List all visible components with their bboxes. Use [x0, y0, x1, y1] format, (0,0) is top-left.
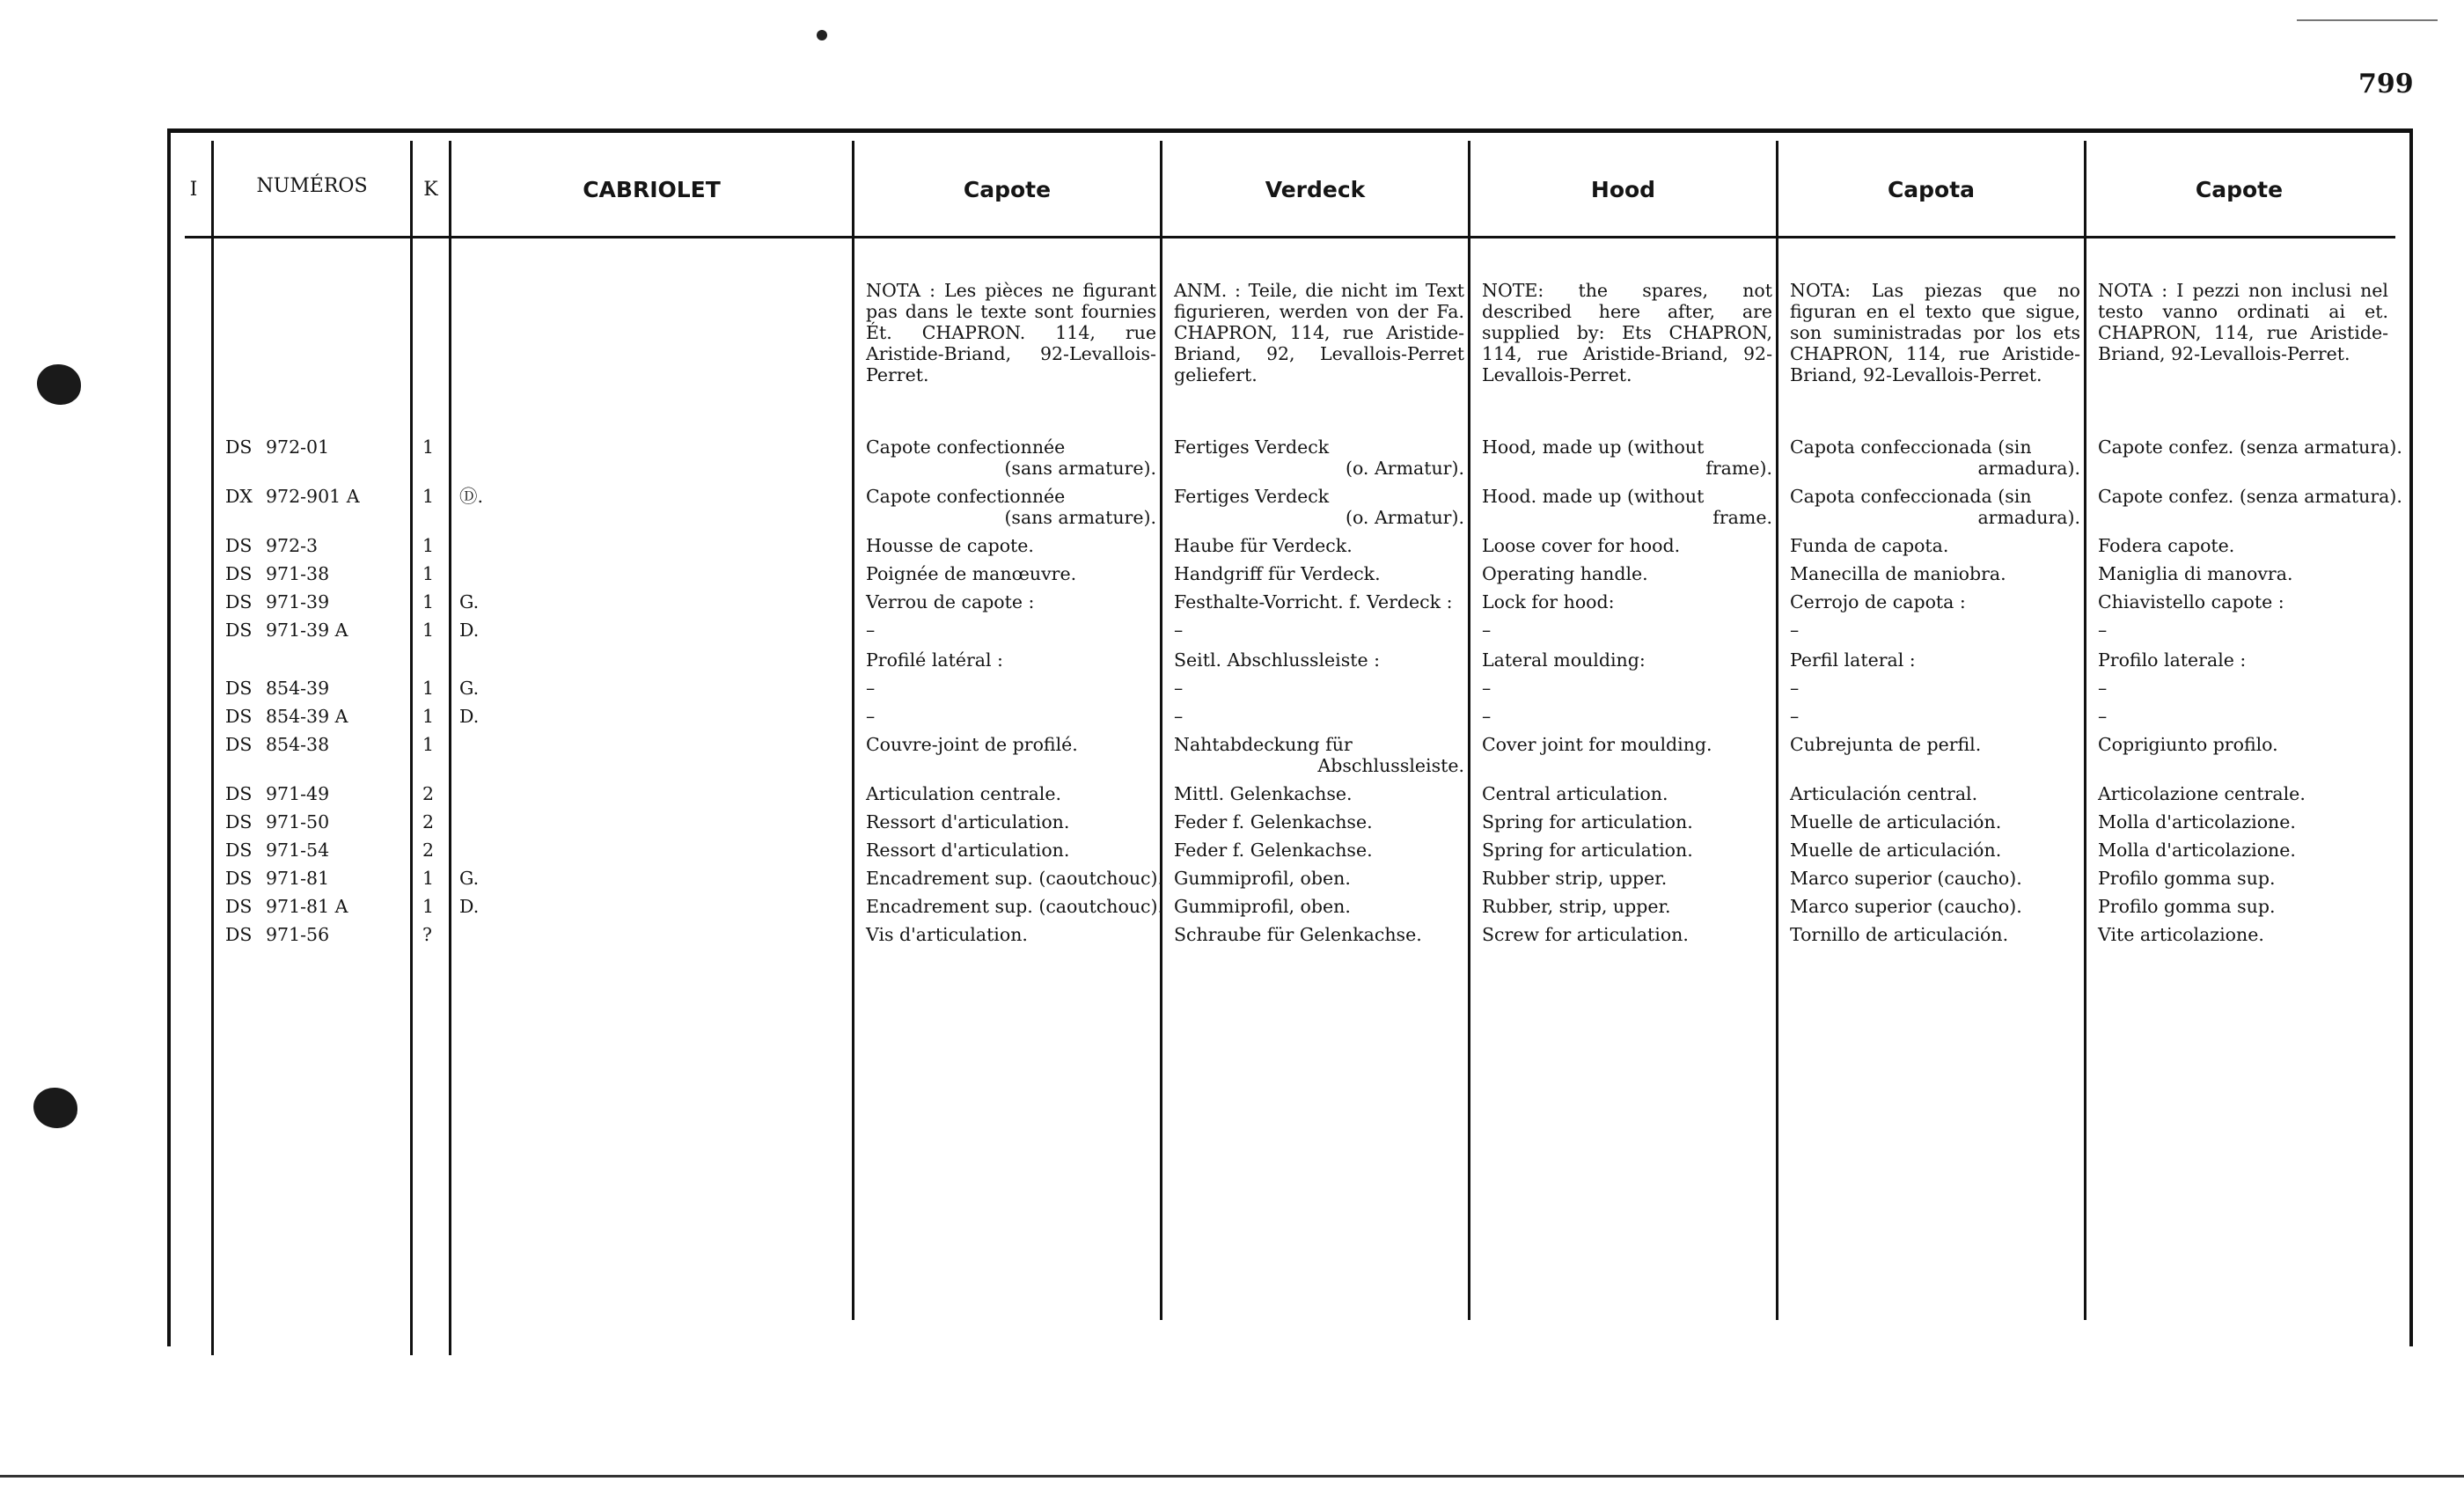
part-number: 971-81 A [266, 896, 348, 917]
col-line-4 [852, 141, 854, 1320]
part-number: 971-81 [266, 868, 330, 889]
part-prefix: DS [225, 706, 253, 727]
desc-english: Hood, made up (without [1482, 436, 1705, 458]
desc-german: Gummiprofil, oben. [1174, 896, 1351, 917]
desc-french: – [866, 620, 876, 641]
desc-english: Loose cover for hood. [1482, 535, 1681, 556]
desc-french: Articulation centrale. [866, 783, 1061, 804]
part-number: 971-39 A [266, 620, 348, 641]
desc-french: – [866, 706, 876, 727]
header-i: I [189, 178, 198, 201]
desc-spanish: – [1790, 706, 1800, 727]
desc-french: Verrou de capote : [866, 591, 1035, 612]
quantity: 1 [422, 591, 435, 612]
desc-german: – [1174, 678, 1184, 699]
quantity: ? [422, 924, 432, 945]
part-number: 854-39 A [266, 706, 348, 727]
quantity: 1 [422, 678, 435, 699]
desc-german: Feder f. Gelenkachse. [1174, 840, 1373, 861]
variant-marker: G. [459, 868, 480, 889]
desc-spanish: Cerrojo de capota : [1790, 591, 1966, 612]
desc-french: Vis d'articulation. [866, 924, 1028, 945]
quantity: 1 [422, 734, 435, 755]
desc-spanish: Capota confeccionada (sin [1790, 486, 2032, 507]
desc-english: Rubber strip, upper. [1482, 868, 1668, 889]
part-prefix: DS [225, 811, 253, 832]
quantity: 1 [422, 896, 435, 917]
desc-german: Haube für Verdeck. [1174, 535, 1353, 556]
desc-english: Lateral moulding: [1482, 649, 1646, 671]
desc-english: Hood. made up (without [1482, 486, 1705, 507]
desc-italian: – [2098, 678, 2108, 699]
desc-french: – [866, 678, 876, 699]
part-prefix: DS [225, 924, 253, 945]
desc-german: Nahtabdeckung für [1174, 734, 1353, 755]
desc-spanish: Perfil lateral : [1790, 649, 1916, 671]
note-english: NOTE: the spares, not described here after, are supplied by: Ets CHAPRON, 114, rue Aristide-Briand, 92-Levallois-Perret. [1482, 280, 1772, 385]
header-english: Hood [1590, 176, 1656, 202]
desc-french-cont: (sans armature). [1004, 458, 1156, 479]
header-model: CABRIOLET [583, 176, 721, 202]
part-number: 971-50 [266, 811, 330, 832]
desc-spanish-cont: armadura). [1977, 458, 2080, 479]
desc-italian: Capote confez. (senza armatura). [2098, 486, 2402, 507]
desc-english: – [1482, 678, 1492, 699]
variant-marker: D. [459, 896, 480, 917]
variant-marker: Ⓓ. [459, 486, 484, 507]
desc-french: Ressort d'articulation. [866, 840, 1070, 861]
header-separator [185, 236, 2395, 238]
part-prefix: DS [225, 840, 253, 861]
col-line-6 [1468, 141, 1470, 1320]
desc-spanish: Tornillo de articulación. [1790, 924, 2009, 945]
quantity: 2 [422, 840, 435, 861]
desc-italian: – [2098, 706, 2108, 727]
desc-german: Handgriff für Verdeck. [1174, 563, 1381, 584]
desc-german: Schraube für Gelenkachse. [1174, 924, 1422, 945]
desc-italian: Profilo gomma sup. [2098, 896, 2276, 917]
desc-french: Poignée de manœuvre. [866, 563, 1077, 584]
col-line-3 [449, 141, 451, 1355]
variant-marker: D. [459, 620, 480, 641]
desc-french: Capote confectionnée [866, 436, 1066, 458]
quantity: 1 [422, 436, 435, 458]
col-line-7 [1776, 141, 1778, 1320]
part-number: 972-3 [266, 535, 319, 556]
desc-german: – [1174, 620, 1184, 641]
quantity: 1 [422, 486, 435, 507]
quantity: 1 [422, 620, 435, 641]
desc-italian: – [2098, 620, 2108, 641]
header-spanish: Capota [1887, 176, 1976, 202]
header-numeros: NUMÉROS [256, 174, 368, 197]
quantity: 2 [422, 811, 435, 832]
desc-german: Seitl. Abschlussleiste : [1174, 649, 1381, 671]
desc-german: Fertiges Verdeck [1174, 486, 1330, 507]
note-spanish: NOTA: Las piezas que no figuran en el texto que sigue, son suministradas por los ets CHAPRON, 114, rue Aristide-Briand, 92-Levallois-Perret. [1790, 280, 2080, 385]
desc-english: Central articulation. [1482, 783, 1668, 804]
part-number: 971-38 [266, 563, 330, 584]
desc-spanish: Muelle de articulación. [1790, 811, 2002, 832]
desc-english-cont: frame). [1705, 458, 1772, 479]
part-number: 972-01 [266, 436, 330, 458]
desc-italian: Molla d'articolazione. [2098, 840, 2296, 861]
part-number: 854-38 [266, 734, 330, 755]
punch-hole-top [37, 364, 81, 405]
note-french: NOTA : Les pièces ne figurant pas dans le texte sont fournies Ét. CHAPRON. 114, rue Aristide-Briand, 92-Levallois-Perret. [866, 280, 1156, 385]
desc-french: Capote confectionnée [866, 486, 1066, 507]
desc-english: Lock for hood: [1482, 591, 1615, 612]
quantity: 1 [422, 706, 435, 727]
part-prefix: DS [225, 783, 253, 804]
desc-spanish: Articulación central. [1790, 783, 1978, 804]
desc-german: – [1174, 706, 1184, 727]
desc-english: Operating handle. [1482, 563, 1648, 584]
scan-dot [817, 30, 827, 40]
desc-spanish: Funda de capota. [1790, 535, 1949, 556]
desc-spanish: Marco superior (caucho). [1790, 896, 2022, 917]
desc-spanish: Cubrejunta de perfil. [1790, 734, 1982, 755]
punch-hole-bottom [33, 1088, 77, 1128]
desc-french: Ressort d'articulation. [866, 811, 1070, 832]
desc-english: Rubber, strip, upper. [1482, 896, 1671, 917]
part-prefix: DS [225, 563, 253, 584]
desc-italian: Profilo gomma sup. [2098, 868, 2276, 889]
part-prefix: DS [225, 436, 253, 458]
part-number: 972-901 A [266, 486, 360, 507]
desc-spanish: – [1790, 620, 1800, 641]
quantity: 1 [422, 563, 435, 584]
part-prefix: DS [225, 591, 253, 612]
desc-spanish: Capota confeccionada (sin [1790, 436, 2032, 458]
desc-german: Mittl. Gelenkachse. [1174, 783, 1353, 804]
desc-english: Spring for articulation. [1482, 840, 1693, 861]
bottom-rule [0, 1475, 2464, 1478]
desc-italian: Profilo laterale : [2098, 649, 2247, 671]
part-prefix: DS [225, 678, 253, 699]
col-line-2 [410, 141, 413, 1355]
quantity: 2 [422, 783, 435, 804]
part-number: 854-39 [266, 678, 330, 699]
top-right-rule [2297, 19, 2438, 21]
part-prefix: DS [225, 535, 253, 556]
desc-french: Housse de capote. [866, 535, 1034, 556]
desc-spanish: Muelle de articulación. [1790, 840, 2002, 861]
desc-english: Cover joint for moulding. [1482, 734, 1712, 755]
variant-marker: D. [459, 706, 480, 727]
part-prefix: DS [225, 620, 253, 641]
variant-marker: G. [459, 678, 480, 699]
desc-english: Screw for articulation. [1482, 924, 1689, 945]
desc-english: – [1482, 620, 1492, 641]
desc-english-cont: frame. [1712, 507, 1772, 528]
part-prefix: DS [225, 896, 253, 917]
desc-german-cont: Abschlussleiste. [1317, 755, 1464, 776]
quantity: 1 [422, 868, 435, 889]
quantity: 1 [422, 535, 435, 556]
part-prefix: DS [225, 734, 253, 755]
note-german: ANM. : Teile, die nicht im Text figurieren, werden von der Fa. CHAPRON, 114, rue Aristide-Briand, 92, Levallois-Perret geliefert. [1174, 280, 1464, 385]
part-number: 971-49 [266, 783, 330, 804]
desc-german-cont: (o. Armatur). [1345, 507, 1464, 528]
header-french: Capote [963, 176, 1052, 202]
variant-marker: G. [459, 591, 480, 612]
header-german: Verdeck [1265, 176, 1366, 202]
desc-spanish: Marco superior (caucho). [1790, 868, 2022, 889]
desc-italian: Vite articolazione. [2098, 924, 2264, 945]
desc-italian: Fodera capote. [2098, 535, 2235, 556]
header-k: K [423, 178, 438, 201]
note-italian: NOTA : I pezzi non inclusi nel testo vanno ordinati ai et. CHAPRON, 114, rue Aristide-Briand, 92-Levallois-Perret. [2098, 280, 2388, 364]
desc-italian: Coprigiunto profilo. [2098, 734, 2278, 755]
desc-german: Gummiprofil, oben. [1174, 868, 1351, 889]
desc-french-cont: (sans armature). [1004, 507, 1156, 528]
col-line-5 [1160, 141, 1162, 1320]
header-italian: Capote [2195, 176, 2284, 202]
desc-english: – [1482, 706, 1492, 727]
desc-italian: Articolazione centrale. [2098, 783, 2306, 804]
part-prefix: DX [225, 486, 253, 507]
desc-italian: Maniglia di manovra. [2098, 563, 2293, 584]
desc-italian: Chiavistello capote : [2098, 591, 2284, 612]
desc-spanish-cont: armadura). [1977, 507, 2080, 528]
part-number: 971-39 [266, 591, 330, 612]
desc-german: Fertiges Verdeck [1174, 436, 1330, 458]
desc-english: Spring for articulation. [1482, 811, 1693, 832]
col-line-1 [211, 141, 214, 1355]
desc-spanish: – [1790, 678, 1800, 699]
desc-italian: Capote confez. (senza armatura). [2098, 436, 2402, 458]
desc-french: Profilé latéral : [866, 649, 1003, 671]
part-number: 971-56 [266, 924, 330, 945]
part-prefix: DS [225, 868, 253, 889]
desc-french: Encadrement sup. (caoutchouc). [866, 868, 1164, 889]
desc-french: Couvre-joint de profilé. [866, 734, 1078, 755]
desc-german: Festhalte-Vorricht. f. Verdeck : [1174, 591, 1453, 612]
desc-french: Encadrement sup. (caoutchouc). [866, 896, 1164, 917]
desc-spanish: Manecilla de maniobra. [1790, 563, 2006, 584]
desc-german: Feder f. Gelenkachse. [1174, 811, 1373, 832]
desc-italian: Molla d'articolazione. [2098, 811, 2296, 832]
page-number: 799 [2358, 69, 2414, 99]
col-line-8 [2084, 141, 2086, 1320]
desc-german-cont: (o. Armatur). [1345, 458, 1464, 479]
part-number: 971-54 [266, 840, 330, 861]
